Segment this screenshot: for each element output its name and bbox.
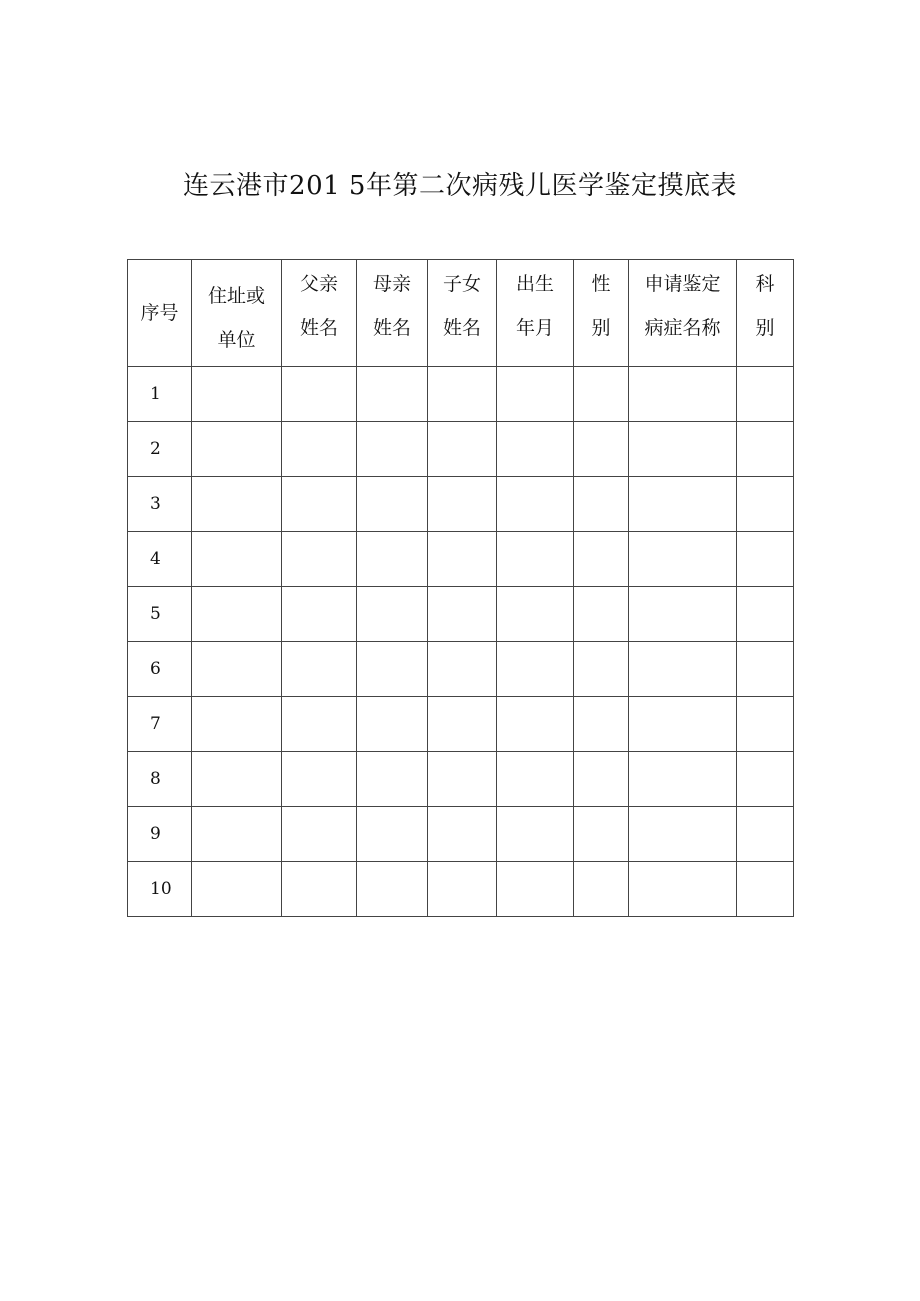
page-title: 连云港市201 5年第二次病残儿医学鉴定摸底表 [183,171,737,201]
cell-father-name [282,697,357,752]
row-number: 2 [128,422,192,477]
row-number: 10 [128,862,192,917]
header-child-line2: 姓名 [442,317,481,339]
cell-mother-name [357,697,428,752]
cell-birth-date [497,587,574,642]
header-mother-line2: 姓名 [372,317,411,339]
cell-father-name [282,587,357,642]
row-number: 7 [128,697,192,752]
header-child-name [428,260,497,367]
header-sex-line1: 性 [591,273,611,295]
cell-father-name [282,532,357,587]
cell-sex [574,532,629,587]
table-row [128,587,794,642]
table-row [128,752,794,807]
header-dept-line1: 科 [755,273,775,295]
cell-sex [574,807,629,862]
cell-child-name [428,532,497,587]
cell-child-name [428,752,497,807]
cell-disease-name [629,532,737,587]
cell-disease-name [629,477,737,532]
cell-department [737,532,794,587]
cell-disease-name [629,587,737,642]
cell-address [192,587,282,642]
cell-address [192,752,282,807]
cell-child-name [428,697,497,752]
row-number: 9 [128,807,192,862]
header-address-line1: 住址或 [207,285,265,307]
cell-birth-date [497,642,574,697]
cell-birth-date [497,697,574,752]
cell-father-name [282,477,357,532]
cell-address [192,367,282,422]
header-seq [128,260,192,367]
cell-department [737,422,794,477]
header-child-line1: 子女 [442,273,481,295]
cell-disease-name [629,807,737,862]
header-father-line2: 姓名 [299,317,338,339]
header-birth-line1: 出生 [515,273,554,295]
cell-sex [574,862,629,917]
header-sex [574,260,629,367]
cell-sex [574,752,629,807]
cell-birth-date [497,532,574,587]
cell-disease-name [629,367,737,422]
cell-department [737,642,794,697]
cell-birth-date [497,862,574,917]
cell-department [737,477,794,532]
cell-father-name [282,752,357,807]
cell-disease-name [629,862,737,917]
cell-department [737,752,794,807]
cell-address [192,642,282,697]
cell-mother-name [357,477,428,532]
cell-mother-name [357,587,428,642]
cell-child-name [428,587,497,642]
cell-mother-name [357,367,428,422]
cell-department [737,367,794,422]
cell-birth-date [497,752,574,807]
cell-child-name [428,477,497,532]
cell-disease-name [629,422,737,477]
header-disease-line2: 病症名称 [644,317,721,339]
cell-birth-date [497,367,574,422]
cell-address [192,807,282,862]
header-sex-line2: 别 [591,317,611,339]
cell-child-name [428,642,497,697]
cell-sex [574,367,629,422]
cell-address [192,477,282,532]
cell-child-name [428,807,497,862]
cell-sex [574,642,629,697]
row-number: 4 [128,532,192,587]
header-department [737,260,794,367]
table-row [128,477,794,532]
cell-birth-date [497,422,574,477]
cell-child-name [428,862,497,917]
cell-birth-date [497,807,574,862]
cell-father-name [282,422,357,477]
header-row [128,260,794,367]
cell-father-name [282,862,357,917]
cell-birth-date [497,477,574,532]
cell-department [737,697,794,752]
cell-child-name [428,367,497,422]
table-row [128,807,794,862]
header-birth-line2: 年月 [515,317,554,339]
cell-disease-name [629,642,737,697]
cell-disease-name [629,697,737,752]
cell-father-name [282,367,357,422]
cell-child-name [428,422,497,477]
cell-mother-name [357,532,428,587]
cell-department [737,587,794,642]
cell-department [737,862,794,917]
table-row [128,532,794,587]
row-number: 3 [128,477,192,532]
header-dept-line2: 别 [755,317,775,339]
table-body [128,367,794,917]
header-address [192,260,282,367]
cell-father-name [282,642,357,697]
cell-sex [574,697,629,752]
table-row [128,697,794,752]
survey-table [127,259,794,917]
header-address-line2: 单位 [217,329,256,351]
header-disease-name [629,260,737,367]
header-disease-line1: 申请鉴定 [644,273,721,295]
table-row [128,862,794,917]
header-seq-label: 序号 [140,302,179,324]
row-number: 8 [128,752,192,807]
cell-mother-name [357,862,428,917]
cell-mother-name [357,642,428,697]
cell-address [192,532,282,587]
header-father-line1: 父亲 [299,273,338,295]
cell-disease-name [629,752,737,807]
row-number: 6 [128,642,192,697]
cell-father-name [282,807,357,862]
row-number: 1 [128,367,192,422]
cell-address [192,422,282,477]
header-mother-line1: 母亲 [372,273,411,295]
cell-address [192,697,282,752]
table-row [128,422,794,477]
table-row [128,642,794,697]
header-mother-name [357,260,428,367]
header-father-name [282,260,357,367]
table-row [128,367,794,422]
cell-department [737,807,794,862]
cell-sex [574,422,629,477]
cell-mother-name [357,422,428,477]
cell-sex [574,587,629,642]
header-birth-date [497,260,574,367]
cell-mother-name [357,807,428,862]
row-number: 5 [128,587,192,642]
cell-sex [574,477,629,532]
cell-address [192,862,282,917]
cell-mother-name [357,752,428,807]
